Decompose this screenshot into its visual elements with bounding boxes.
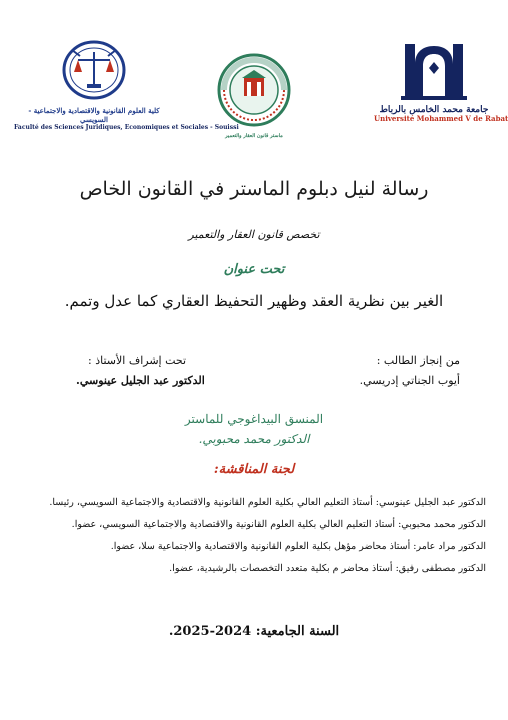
academic-year: السنة الجامعية: 2024-2025. bbox=[168, 624, 340, 639]
student-name: أيوب الجناتي إدريسي. bbox=[359, 374, 460, 387]
jury-list bbox=[16, 492, 486, 580]
speciality: تخصص قانون العقار والتعمير bbox=[188, 228, 320, 241]
coordinator-name: الدكتور محمد محبوبي. bbox=[198, 432, 310, 446]
thesis-title: رسالة لنيل دبلوم الماستر في القانون الخاص bbox=[79, 178, 429, 200]
university-name-fr: Université Mohammed V de Rabat bbox=[374, 114, 508, 123]
coordinator-label: المنسق البيداغوجي للماستر bbox=[184, 412, 324, 426]
master-seal-icon bbox=[216, 52, 292, 128]
master-logo bbox=[214, 52, 294, 141]
faculty-name-fr: Faculté des Sciences Juridiques, Economiques et Sociales - Souissi bbox=[14, 124, 239, 131]
scales-emblem-icon bbox=[54, 38, 134, 102]
jury-member: الدكتور عبد الجليل عينوسي: أستاذ التعليم العالي بكلية العلوم القانونية والاقتصادية والاجتماعية السويسي، رئيسا. bbox=[49, 497, 486, 508]
thesis-subject: الغير بين نظرية العقد وظهير التحفيظ العقاري كما عدل وتمم. bbox=[64, 292, 444, 310]
university-name-ar: جامعة محمد الخامس بالرباط bbox=[379, 105, 489, 115]
jury-member: الدكتور مراد عامر: أستاذ محاضر مؤهل بكلية العلوم القانونية والاقتصادية والاجتماعية سلا، عضوا. bbox=[110, 541, 486, 552]
university-gate-icon bbox=[399, 38, 469, 102]
jury-title: لجنة المناقشة: bbox=[213, 462, 295, 477]
student-label: من إنجاز الطالب : bbox=[376, 354, 460, 367]
faculty-name-ar: كلية العلوم القانونية والاقتصادية والاجتماعية - السويسي bbox=[28, 106, 160, 124]
jury-member: الدكتور مصطفى رفيق: أستاذ محاضر م بكلية متعدد التخصصات بالرشيدية، عضوا. bbox=[169, 563, 486, 574]
supervisor-name: الدكتور عبد الجليل عينوسي. bbox=[76, 374, 205, 387]
under-title-label: تحت عنوان bbox=[223, 262, 285, 277]
supervisor-label: تحت إشراف الأستاذ : bbox=[88, 354, 187, 367]
faculty-logo bbox=[14, 38, 239, 132]
master-seal-caption: ماستر قانون العقار والتعمير bbox=[225, 133, 283, 139]
jury-member: الدكتور محمد محبوبي: أستاذ التعليم العالي بكلية العلوم القانونية والاقتصادية والاجتماعية السويسي، عضوا. bbox=[71, 519, 486, 530]
university-logo bbox=[374, 38, 508, 123]
